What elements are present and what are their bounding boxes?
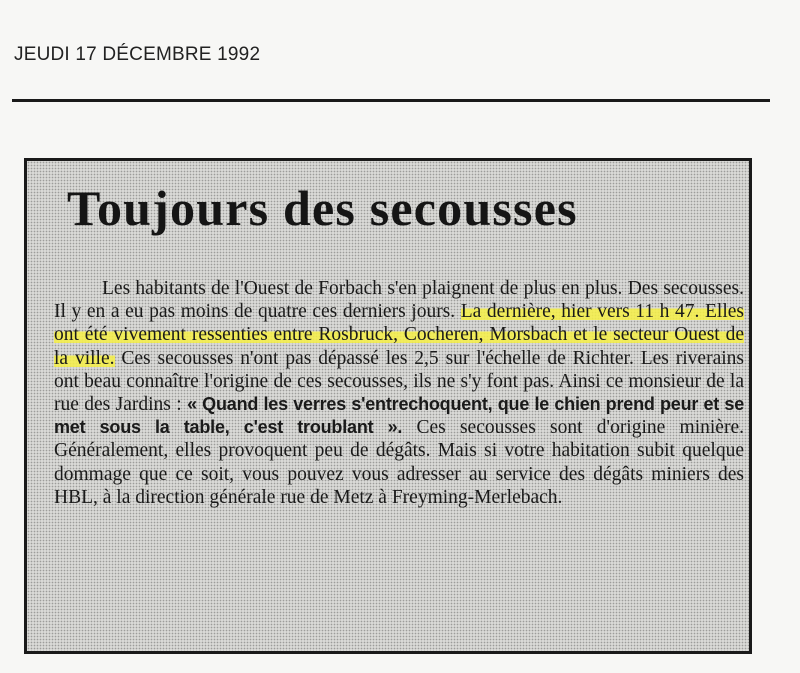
article-headline: Toujours des secousses <box>67 180 578 236</box>
dateline: JEUDI 17 DÉCEMBRE 1992 <box>14 44 261 65</box>
body-text-middle: Ces secousses n'ont pas dépassé les 2,5 sur l'échelle de Richter. Les riverains ont beau connaître l'origine de ces secousses, ils ne s'y font pas. Ainsi ce monsieur de la rue des Jardins : <box>54 347 744 416</box>
header-rule <box>12 99 770 102</box>
body-text-intro: Les habitants de l'Ouest de Forbach s'en plaignent de plus en plus. Des secousses. Il y en a eu pas moins de quatre ces derniers jours. <box>54 278 744 323</box>
body-text-end: Ces secousses sont d'origine minière. Généralement, elles provoquent peu de dégâts. Mais si votre habitation subit quelque dommage que ce soit, vous pouvez vous adresser au service des dégâts miniers des HBL, à la direction générale rue de Metz à Freyming-Merlebach. <box>54 417 744 508</box>
article-box <box>24 158 752 654</box>
resident-quote: « Quand les verres s'entrechoquent, que le chien prend peur et se met sous la table, c'est troublant ». <box>54 394 745 438</box>
article-body <box>54 277 744 509</box>
highlighted-text: La dernière, hier vers 11 h 47. Elles ont été vivement ressenties entre Rosbruck, Cocheren, Morsbach et le secteur Ouest de la ville. <box>54 301 745 369</box>
